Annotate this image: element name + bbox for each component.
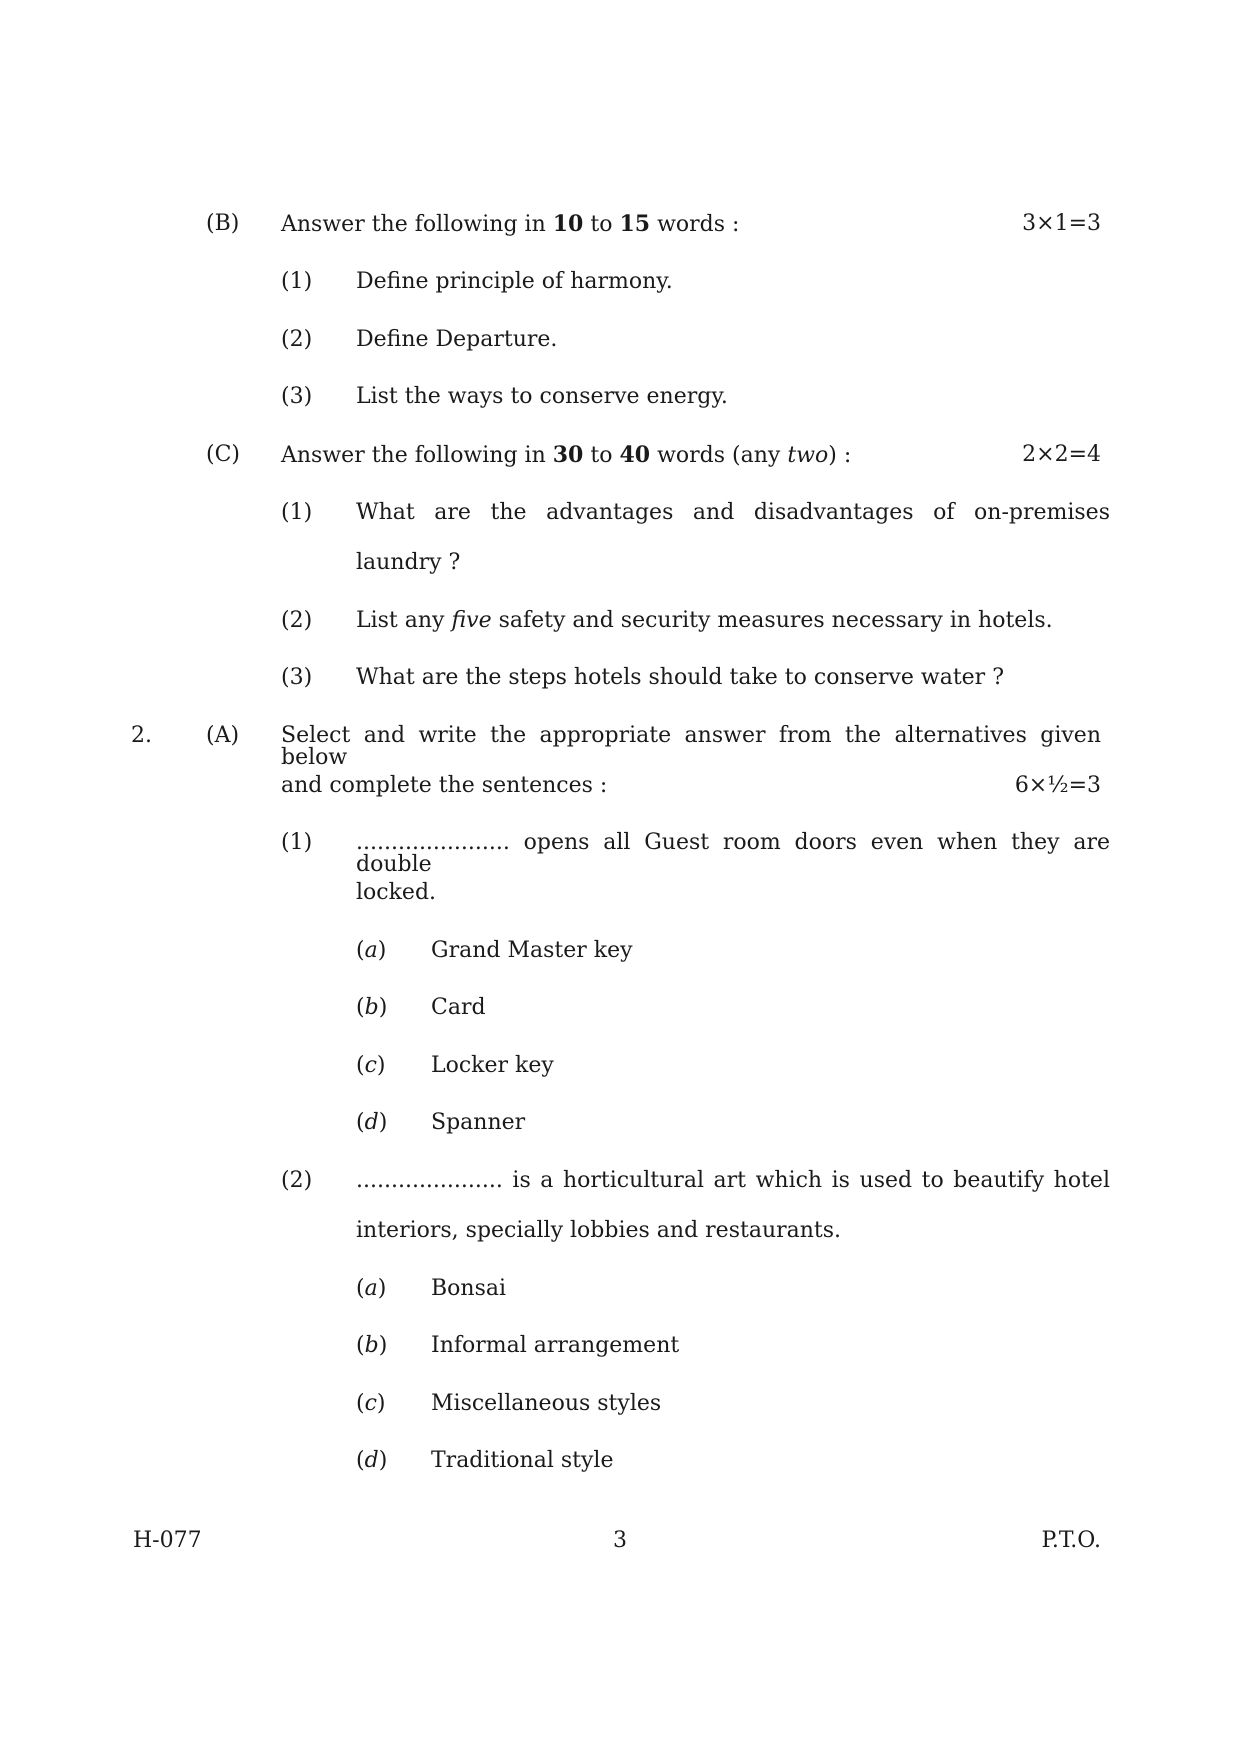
c-item-number: (2): [281, 608, 313, 633]
page-number: 3: [613, 1528, 627, 1553]
b-item-number: (3): [281, 384, 313, 409]
q2-item-number: (1): [281, 830, 313, 855]
option-text: Grand Master key: [431, 938, 633, 963]
section-b-marks: 3×1=3: [1022, 211, 1101, 236]
section-c-instruction: Answer the following in 30 to 40 words (any two) :: [281, 442, 852, 468]
option-letter: (c): [356, 1053, 386, 1078]
c-item-number: (1): [281, 500, 313, 525]
q2-item-number: (2): [281, 1168, 313, 1193]
c-item-text: List any five safety and security measures necessary in hotels.: [356, 608, 1053, 633]
option-text: Bonsai: [431, 1276, 507, 1301]
b-item-text: Define Departure.: [356, 327, 558, 352]
question-2a-instruction-continued: and complete the sentences :: [281, 773, 608, 798]
q2-item-text: ..................... is a horticultural art which is used to beautify hotel: [356, 1168, 1110, 1193]
option-letter: (a): [356, 938, 387, 963]
paper-code: H-077: [133, 1528, 202, 1553]
question-2a-marks: 6×½=3: [1014, 773, 1101, 798]
q2-item-text: ...................... opens all Guest room doors even when they are double: [356, 830, 1110, 877]
c-item-text: What are the steps hotels should take to conserve water ?: [356, 665, 1004, 690]
b-item-text: Define principle of harmony.: [356, 269, 673, 294]
section-c-label: (C): [206, 442, 240, 467]
pto-note: P.T.O.: [1041, 1528, 1101, 1553]
option-text: Spanner: [431, 1110, 526, 1135]
q2-item-text-continued: interiors, specially lobbies and restaurants.: [356, 1218, 842, 1243]
c-item-number: (3): [281, 665, 313, 690]
option-letter: (a): [356, 1276, 387, 1301]
b-item-text: List the ways to conserve energy.: [356, 384, 728, 409]
option-text: Miscellaneous styles: [431, 1391, 662, 1416]
option-letter: (d): [356, 1448, 388, 1473]
section-c-marks: 2×2=4: [1022, 442, 1101, 467]
option-letter: (c): [356, 1391, 386, 1416]
option-text: Traditional style: [431, 1448, 614, 1473]
option-letter: (d): [356, 1110, 388, 1135]
b-item-number: (1): [281, 269, 313, 294]
b-item-number: (2): [281, 327, 313, 352]
q2-item-text-continued: locked.: [356, 880, 437, 905]
option-text: Informal arrangement: [431, 1333, 680, 1358]
section-b-instruction: Answer the following in 10 to 15 words :: [281, 211, 740, 237]
question-2a-label: (A): [206, 723, 240, 748]
c-item-text: What are the advantages and disadvantages of on-premises: [356, 500, 1110, 525]
option-letter: (b): [356, 995, 388, 1020]
question-2a-instruction: Select and write the appropriate answer from the alternatives given below: [281, 723, 1101, 770]
section-b-label: (B): [206, 211, 240, 236]
option-text: Card: [431, 995, 486, 1020]
option-letter: (b): [356, 1333, 388, 1358]
option-text: Locker key: [431, 1053, 554, 1078]
c-item-text-continued: laundry ?: [356, 550, 461, 575]
question-number: 2.: [131, 723, 152, 748]
